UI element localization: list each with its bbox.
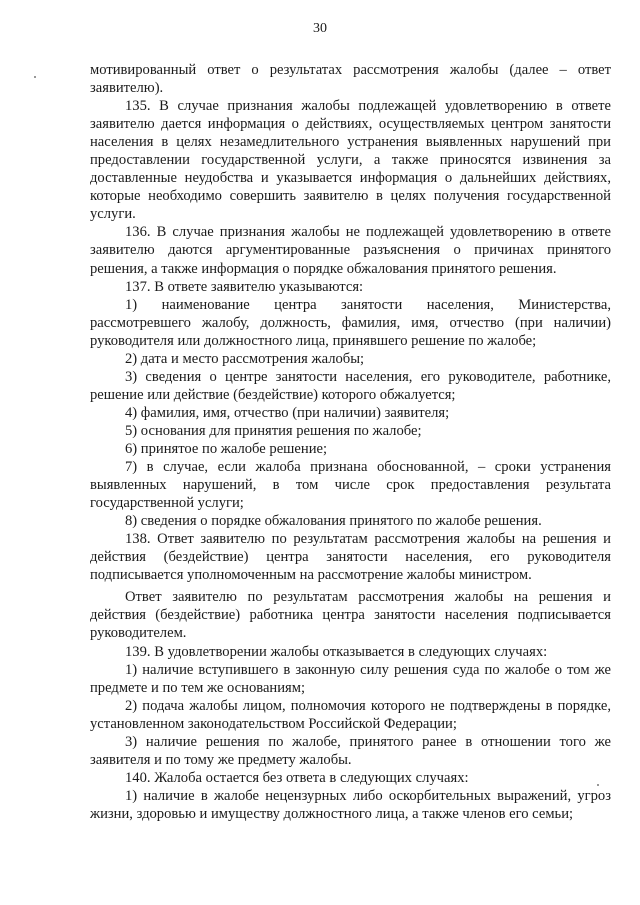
scan-speck	[34, 76, 36, 78]
paragraph-138-signature: Ответ заявителю по результатам рассмотрения жалобы на решения и действия (бездействие) работника центра занятости населения подписывается руководителем.	[90, 589, 611, 642]
paragraph-136: 136. В случае признания жалобы не подлежащей удовлетворению в ответе заявителю даются аргументированные разъяснения о причинах принятого решения, а также информация о порядке обжалования принятого решения.	[90, 224, 611, 277]
list-item-137-3: 3) сведения о центре занятости населения, его руководителе, работнике, решение или действие (бездействие) которого обжалуется;	[90, 368, 611, 403]
list-item-139-2: 2) подача жалобы лицом, полномочия которого не подтверждены в порядке, установленном законодательством Российской Федерации;	[90, 697, 611, 732]
paragraph-continuation: мотивированный ответ о результатах рассмотрения жалобы (далее – ответ заявителю).	[90, 62, 611, 97]
paragraph-140: 140. Жалоба остается без ответа в следующих случаях:	[125, 769, 469, 786]
page-number: 30	[313, 21, 327, 36]
list-item-137-8: 8) сведения о порядке обжалования принятого по жалобе решения.	[125, 513, 542, 530]
scan-speck	[597, 784, 599, 786]
list-item-137-4: 4) фамилия, имя, отчество (при наличии) заявителя;	[125, 404, 450, 421]
list-item-139-1: 1) наличие вступившего в законную силу решения суда по жалобе о том же предмете и по тем же основаниям;	[90, 661, 611, 696]
list-item-137-1: 1) наименование центра занятости населения, Министерства, рассмотревшего жалобу, должность, фамилия, имя, отчество (при наличии) руководителя или должностного лица, принявшего решение по жалобе;	[90, 296, 611, 349]
paragraph-138: 138. Ответ заявителю по результатам рассмотрения жалобы на решения и действия (бездействие) центра занятости населения, его руководителя подписывается уполномоченным на рассмотрение жалобы министром.	[90, 531, 611, 584]
paragraph-135: 135. В случае признания жалобы подлежащей удовлетворению в ответе заявителю дается информация о действиях, осуществляемых центром занятости населения в целях незамедлительного устранения выявленных нарушений при предоставлении государственной услуги, а также приносятся извинения за доставленные неудобства и указывается информация о дальнейших действиях, которые необходимо совершить заявителю в целях получения государственной услуги.	[90, 98, 611, 223]
list-item-137-6: 6) принятое по жалобе решение;	[125, 440, 328, 457]
list-item-137-7: 7) в случае, если жалоба признана обоснованной, – сроки устранения выявленных нарушений, в том числе срок предоставления результата государственной услуги;	[90, 459, 611, 512]
paragraph-139: 139. В удовлетворении жалобы отказывается в следующих случаях:	[125, 643, 548, 660]
list-item-140-1: 1) наличие в жалобе нецензурных либо оскорбительных выражений, угроз жизни, здоровью и имуществу должностного лица, а также членов его семьи;	[90, 787, 611, 822]
list-item-139-3: 3) наличие решения по жалобе, принятого ранее в отношении того же заявителя и по тому же предмету жалобы.	[90, 733, 611, 768]
list-item-137-5: 5) основания для принятия решения по жалобе;	[125, 422, 422, 439]
body-text	[90, 61, 611, 823]
paragraph-137: 137. В ответе заявителю указываются:	[125, 278, 364, 295]
list-item-137-2: 2) дата и место рассмотрения жалобы;	[125, 350, 365, 367]
